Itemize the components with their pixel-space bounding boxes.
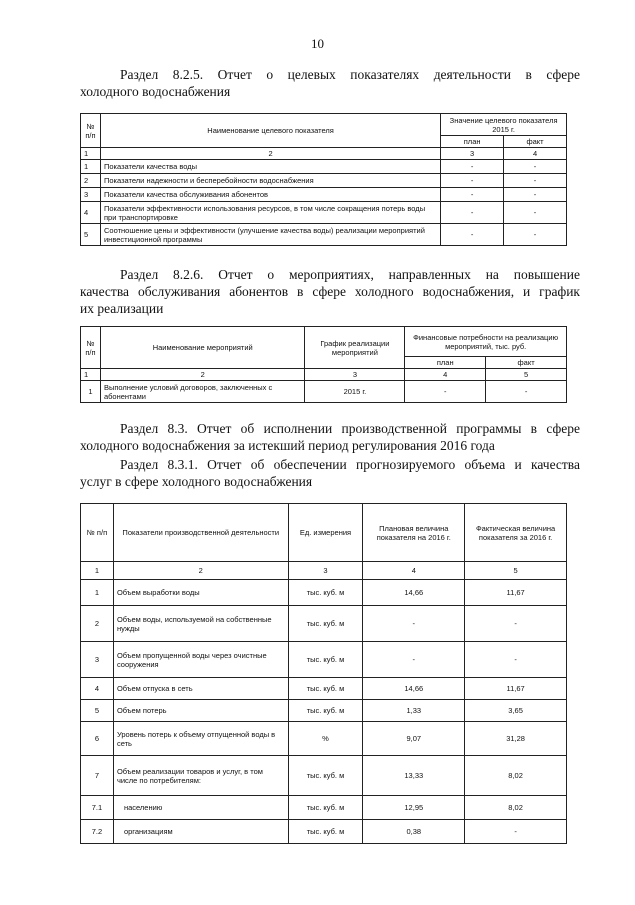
row-unit: тыс. куб. м — [288, 642, 363, 678]
row-fact: - — [465, 606, 567, 642]
row-fact: 31,28 — [465, 722, 567, 756]
row-plan: 14,66 — [363, 580, 465, 606]
heading-line: Раздел 8.2.5. Отчет о целевых показателях деятельности в сфере — [120, 67, 580, 82]
row-num: 4 — [81, 202, 101, 224]
col-header-schedule: График реализации мероприятий — [305, 327, 405, 369]
index-cell: 5 — [486, 369, 567, 381]
section-8-2-5-heading — [80, 66, 580, 100]
index-cell: 5 — [465, 562, 567, 580]
row-num: 1 — [81, 160, 101, 174]
heading-line: качества обслуживания абонентов в сфере холодного водоснабжения, и график — [80, 284, 580, 299]
index-row — [81, 562, 567, 580]
table-row — [81, 796, 567, 820]
col-header-fact: факт — [486, 357, 567, 369]
table-row — [81, 642, 567, 678]
row-unit: тыс. куб. м — [288, 700, 363, 722]
production-indicators-table — [80, 503, 567, 844]
table-row — [81, 700, 567, 722]
table-row — [81, 606, 567, 642]
row-num: 3 — [81, 188, 101, 202]
row-num: 1 — [81, 580, 114, 606]
row-num: 5 — [81, 700, 114, 722]
index-cell: 4 — [405, 369, 486, 381]
row-fact: - — [504, 174, 567, 188]
row-plan: - — [363, 606, 465, 642]
col-header-num: № п/п — [81, 114, 101, 148]
row-num: 2 — [81, 174, 101, 188]
table-row — [81, 188, 567, 202]
index-cell: 1 — [81, 369, 101, 381]
table-row — [81, 174, 567, 188]
row-plan: - — [441, 174, 504, 188]
section-8-3-heading — [80, 420, 580, 454]
row-name: Объем отпуска в сеть — [113, 678, 288, 700]
heading-line: Раздел 8.2.6. Отчет о мероприятиях, направленных на повышение — [120, 267, 580, 282]
target-indicators-table — [80, 113, 567, 246]
table-row — [81, 678, 567, 700]
row-fact: - — [465, 820, 567, 844]
row-fact: - — [504, 202, 567, 224]
col-header-name: Показатели производственной деятельности — [113, 504, 288, 562]
table-row — [81, 580, 567, 606]
row-plan: - — [441, 188, 504, 202]
row-plan: 12,95 — [363, 796, 465, 820]
row-fact: - — [504, 224, 567, 246]
row-plan: 0,38 — [363, 820, 465, 844]
row-num: 7.1 — [81, 796, 114, 820]
row-plan: 13,33 — [363, 756, 465, 796]
row-name: Показатели качества обслуживания абонентов — [100, 188, 440, 202]
col-header-unit: Ед. измерения — [288, 504, 363, 562]
row-name: Показатели эффективности использования ресурсов, в том числе сокращения потерь воды при транспортировке — [100, 202, 440, 224]
row-fact: - — [504, 160, 567, 174]
table-row — [81, 160, 567, 174]
index-cell: 2 — [100, 148, 440, 160]
col-header-name: Наименование мероприятий — [100, 327, 305, 369]
row-num: 7 — [81, 756, 114, 796]
col-header-num: № п/п — [81, 327, 101, 369]
row-unit: тыс. куб. м — [288, 580, 363, 606]
index-cell: 1 — [81, 562, 114, 580]
heading-line: Раздел 8.3.1. Отчет об обеспечении прогнозируемого объема и качества — [120, 457, 580, 472]
col-header-plan: Плановая величина показателя на 2016 г. — [363, 504, 465, 562]
row-num: 2 — [81, 606, 114, 642]
row-fact: 11,67 — [465, 580, 567, 606]
col-header-value: Значение целевого показателя 2015 г. — [441, 114, 567, 136]
activities-table — [80, 326, 567, 403]
section-8-2-6-heading — [80, 266, 580, 317]
row-num: 5 — [81, 224, 101, 246]
col-header-plan: план — [441, 136, 504, 148]
row-name: Выполнение условий договоров, заключенных с абонентами — [100, 381, 305, 403]
table-row — [81, 756, 567, 796]
row-plan: 9,07 — [363, 722, 465, 756]
row-unit: тыс. куб. м — [288, 606, 363, 642]
col-header-fact: факт — [504, 136, 567, 148]
page-number: 10 — [311, 36, 324, 51]
row-name: Объем воды, используемой на собственные нужды — [113, 606, 288, 642]
row-fact: - — [465, 642, 567, 678]
row-name: Объем пропущенной воды через очистные сооружения — [113, 642, 288, 678]
row-name: Объем выработки воды — [113, 580, 288, 606]
index-row — [81, 148, 567, 160]
row-fact: 8,02 — [465, 756, 567, 796]
col-header-plan: план — [405, 357, 486, 369]
heading-line: услуг в сфере холодного водоснабжения — [80, 474, 313, 489]
row-num: 1 — [81, 381, 101, 403]
row-unit: тыс. куб. м — [288, 678, 363, 700]
row-plan: - — [363, 642, 465, 678]
row-plan: - — [441, 202, 504, 224]
row-name: населению — [113, 796, 288, 820]
row-name: Объем потерь — [113, 700, 288, 722]
heading-line: холодного водоснабжения за истекший период регулирования 2016 года — [80, 438, 495, 453]
row-fact: 8,02 — [465, 796, 567, 820]
heading-line: холодного водоснабжения — [80, 84, 231, 99]
index-cell: 1 — [81, 148, 101, 160]
section-8-3-1-heading — [80, 456, 580, 490]
row-unit: тыс. куб. м — [288, 756, 363, 796]
table-row — [81, 381, 567, 403]
col-header-name: Наименование целевого показателя — [100, 114, 440, 148]
index-cell: 4 — [363, 562, 465, 580]
row-unit: тыс. куб. м — [288, 796, 363, 820]
row-name: Соотношение цены и эффективности (улучшение качества воды) реализации мероприятий инвестиционной программы — [100, 224, 440, 246]
row-name: Уровень потерь к объему отпущенной воды в сеть — [113, 722, 288, 756]
index-cell: 3 — [441, 148, 504, 160]
row-fact: 3,65 — [465, 700, 567, 722]
index-cell: 3 — [288, 562, 363, 580]
col-header-finance: Финансовые потребности на реализацию мероприятий, тыс. руб. — [405, 327, 567, 357]
row-fact: - — [504, 188, 567, 202]
table-row — [81, 820, 567, 844]
row-num: 4 — [81, 678, 114, 700]
col-header-fact: Фактическая величина показателя за 2016 г. — [465, 504, 567, 562]
row-unit: % — [288, 722, 363, 756]
row-unit: тыс. куб. м — [288, 820, 363, 844]
table-row — [81, 202, 567, 224]
row-name: Показатели качества воды — [100, 160, 440, 174]
index-row — [81, 369, 567, 381]
col-header-num: № п/п — [81, 504, 114, 562]
row-plan: - — [441, 224, 504, 246]
row-name: Показатели надежности и бесперебойности водоснабжения — [100, 174, 440, 188]
table-row — [81, 722, 567, 756]
heading-line: Раздел 8.3. Отчет об исполнении производственной программы в сфере — [120, 421, 580, 436]
row-num: 7.2 — [81, 820, 114, 844]
index-cell: 3 — [305, 369, 405, 381]
index-cell: 2 — [100, 369, 305, 381]
heading-line: их реализации — [80, 301, 164, 316]
row-fact: 11,67 — [465, 678, 567, 700]
index-cell: 2 — [113, 562, 288, 580]
row-name: организациям — [113, 820, 288, 844]
index-cell: 4 — [504, 148, 567, 160]
row-plan: 1,33 — [363, 700, 465, 722]
row-num: 6 — [81, 722, 114, 756]
row-plan: - — [405, 381, 486, 403]
row-schedule: 2015 г. — [305, 381, 405, 403]
row-fact: - — [486, 381, 567, 403]
table-row — [81, 224, 567, 246]
row-plan: 14,66 — [363, 678, 465, 700]
row-plan: - — [441, 160, 504, 174]
row-num: 3 — [81, 642, 114, 678]
row-name: Объем реализации товаров и услуг, в том числе по потребителям: — [113, 756, 288, 796]
